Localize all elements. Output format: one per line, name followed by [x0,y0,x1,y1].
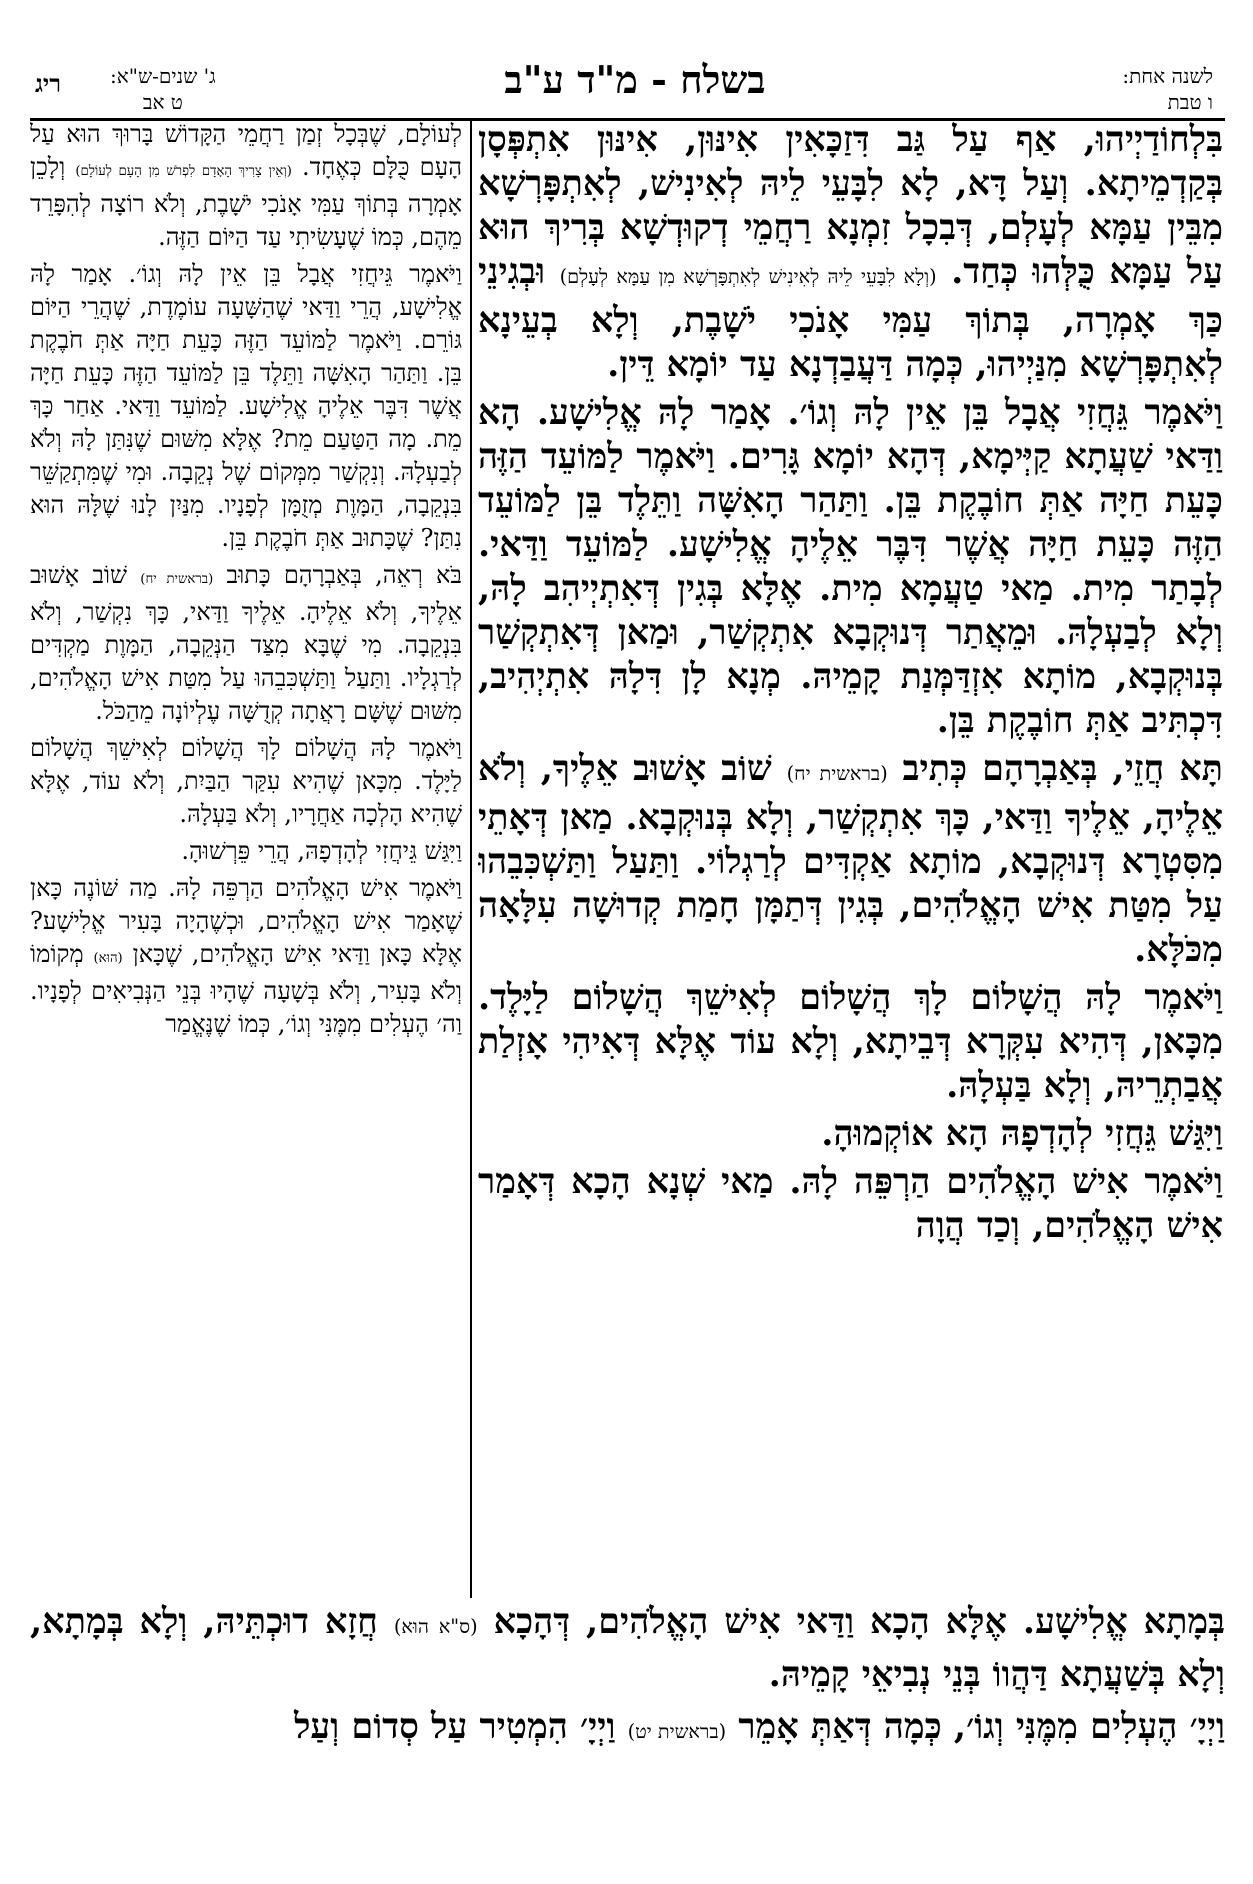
side-inline-note: (הוּא) [93,951,123,966]
aramaic-column [478,118,1223,1598]
main-inline-note: (וְלָא לִבָּעֵי לֵיהּ לְאִינִישׁ לְאִתְפָּרְשָׁא מִן עַמָּא לְעָלְם) [559,265,937,288]
bottom-paragraph: בְּמָתָא אֱלִישָׁע. אֶלָּא הָכָא וַדַּאי אִישׁ הָאֱלֹהִים, דְּהָכָא (ס"א הוּא) חֲזָא דוּכְתֵּיהּ, וְלָא בְּמָתָא, וְלָא בְּשַׁעֲתָא דַּהֲווֹ בְּנֵי נְבִיאֵי קָמֵיהּ. [30,1601,1225,1695]
side-paragraph: וַיֹּאמֶר אִישׁ הָאֱלֹהִים הַרְפֵּה לָהּ. מַה שּׁוֹנֶה כָּאן שֶׁאָמַר אִישׁ הָאֱלֹהִים, וּכְשֶׁהָיָה בָּעִיר אֱלִישָׁע? אֶלָּא כָּאן וַדַּאי אִישׁ הָאֱלֹהִים, שֶׁכָּאן (הוּא) מְקוֹמוֹ וְלֹא בָּעִיר, וְלֹא בְּשָׁעָה שֶׁהָיוּ בְּנֵי הַנְּבִיאִים לְפָנָיו. וַה׳ הֶעְלִים מִמֶּנִּי וְגוֹ׳, כְּמוֹ שֶׁנֶּאֱמַר [30,874,462,1038]
page-number: ריג [35,69,62,98]
main-paragraph: וַיִּגַּשׁ גֵּחֲזִי לְהָדְפָהּ הָא אוֹקְמוּהָ. [821,1113,1223,1154]
side-paragraph: וַיִּגַּשׁ גֵּיחֲזִי לְהָדְפָהּ, הֲרֵי פֵּרְשׁוּהָ. [181,837,462,865]
bottom-inline-note: (ס"א הוּא) [393,1615,478,1638]
side-inline-note: (וְאֵין צָרִיךְ הָאָדָם לִפְרֹשׁ מִן הָעָם לְעוֹלָם) [75,164,292,179]
side-verse-ref: (בראשית יח) [140,572,214,587]
side-paragraph: וַיֹּאמֶר לָהּ הֲשָׁלוֹם לָךְ הֲשָׁלוֹם לְאִישֵׁךְ הֲשָׁלוֹם לַיָּלֶד. מִכָּאן שֶׁהִיא עִקַּר הַבַּיִת, וְלֹא עוֹד, אֶלָּא שֶׁהִיא הָלְכָה אַחֲרָיו, וְלֹא בַּעְלָהּ. [30,734,462,828]
three-year-schedule [110,63,216,115]
main-paragraph: וַיֹּאמֶר אִישׁ הָאֱלֹהִים הַרְפֵּה לָהּ. מַאי שְׁנָא הָכָא דְּאָמַר אִישׁ הָאֱלֹהִים, וְכַד הֲוָה [478,1161,1223,1246]
three-year-label: ג' שנים-ש"א: [110,64,216,88]
hebrew-translation-column [30,118,462,1598]
bottom-paragraph: וַיְיָ׳ הֶעְלִים מִמֶּנִּי וְגוֹ׳, כְּמָה דְּאַתְּ אָמֵר (בראשית יט) וַיְיָ׳ הִמְטִיר עַל סְדוֹם וְעַל [294,1706,1225,1747]
main-verse-ref: (בראשית יח) [786,762,888,785]
main-paragraph: בִּלְחוֹדַיְיהוּ, אַף עַל גַּב דִּזַכָּאִין אִינּוּן, אִינּוּן אִתְפְּסָן בְּקַדְמֵיתָא. וְעַל דָּא, לָא לִבָּעֵי לֵיהּ לְאִינִישׁ, לְאִתְפָּרְשָׁא מִבֵּין עַמָּא לְעָלְם, דְּבִכָל זִמְנָא רַחֲמֵי דְקוּדְשָׁא בְּרִיךְ הוּא עַל עַמָּא כֻּלְּהוּ כְּחַד. (וְלָא לִבָּעֵי לֵיהּ לְאִינִישׁ לְאִתְפָּרְשָׁא מִן עַמָּא לְעָלְם) וּבְגִינֵי כַּךְ אָמְרָה, בְּתוֹךְ עַמִּי אָנֹכִי יֹשָׁבֶת, וְלָא בְעֵינָא לְאִתְפָּרְשָׁא מִנַּיְיהוּ, כְּמָה דַּעֲבַדְנָא עַד יוֹמָא דֵּין. [478,119,1223,385]
main-paragraph: תָּא חֲזֵי, בְּאַבְרָהָם כְּתִיב (בראשית יח) שׁוֹב אָשׁוּב אֵלֶיךָ, וְלֹא אֵלֶיהָ, אֵלֶיךָ וַדַּאי, כָּךְ אִתְקְשַׁר, וְלָא בְּנוּקְבָא. מַאן דְּאָתֵי מִסִּטְרָא דְּנוּקְבָא, מוֹתָא אַקְדִּים לְרַגְלוֹי. וַתַּעַל וַתַּשְׁכִּבֵהוּ עַל מִטַּת אִישׁ הָאֱלֹהִים, בְּגִין דְּתַמָּן חָמַת קְדוּשָׁה עִלָּאָה מִכֹּלָּא. [478,748,1223,970]
one-year-schedule [1122,63,1213,115]
side-paragraph: בֹּא רְאֵה, בְּאַבְרָהָם כָּתוּב (בראשית יח) שׁוֹב אָשׁוּב אֵלֶיךָ, וְלֹא אֵלֶיהָ. אֵלֶיךָ וַדַּאי, כָּךְ נִקְשַׁר, וְלֹא בִּנְקֵבָה. מִי שֶׁבָּא מִצַּד הַנְּקֵבָה, הַמָּוֶת מַקְדִּים לְרַגְלָיו. וַתַּעַל וַתַּשְׁכִּבֵהוּ עַל מִטַּת אִישׁ הָאֱלֹהִים, מִשּׁוּם שֶׁשָּׁם רָאֲתָה קְדֻשָּׁה עֶלְיוֹנָה מֵהַכֹּל. [30,561,462,725]
side-paragraph: לְעוֹלָם, שֶׁבְּכָל זְמַן רַחֲמֵי הַקָּדוֹשׁ בָּרוּךְ הוּא עַל הָעָם כֻּלָּם כְּאֶחָד. (וְאֵין צָרִיךְ הָאָדָם לִפְרֹשׁ מִן הָעָם לְעוֹלָם) וְלָכֵן אָמְרָה בְּתוֹךְ עַמִּי אָנֹכִי יֹשָׁבֶת, וְלֹא רוֹצָה לְהִפָּרֵד מֵהֶם, כְּמוֹ שֶׁעָשִׂיתִי עַד הַיּוֹם הַזֶּה. [30,120,462,251]
main-paragraph: וַיֹּאמֶר לָהּ הֲשָׁלוֹם לָךְ הֲשָׁלוֹם לְאִישֵׁךְ הֲשָׁלוֹם לַיָּלֶד. מִכָּאן, דְּהִיא עִקְּרָא דְּבֵיתָא, וְלָא עוֹד אֶלָּא דְּאִיהִי אָזְלַת אֲבַתְרֵיהּ, וְלָא בַּעְלָהּ. [478,977,1223,1106]
one-year-label: לשנה אחת: [1122,64,1213,88]
three-year-date: ט אב [142,90,183,114]
main-paragraph: וַיֹּאמֶר גֵּחֲזִי אֲבָל בֵּן אֵין לָהּ וְגוֹ׳. אָמַר לָהּ אֱלִישָׁע. הָא וַדַּאי שַׁעֲתָא קַיְּימָא, דְּהָא יוֹמָא גָּרִים. וַיֹּאמֶר לַמּוֹעֵד הַזֶּה כָּעֵת חַיָּה אַתְּ חוֹבֶקֶת בֵּן. וַתַּהַר הָאִשָּׁה וַתֵּלֶד בֵּן לַמּוֹעֵד הַזֶּה כָּעֵת חַיָּה אֲשֶׁר דִּבֶּר אֵלֶיהָ אֱלִישָׁע. לַמּוֹעֵד וַדַּאי. לְבָתַר מִית. מַאי טַעֲמָא מִית. אֶלָּא בְּגִין דְּאִתְיְיהִב לָהּ, וְלָא לְבַעְלָהּ. וּמֵאֲתַר דְּנוּקְבָא אִתְקְשַׁר, וּמַאן דְּאִתְקְשַׁר בְּנוּקְבָא, מוֹתָא אִזְדַּמְּנַת קָמֵיהּ. מְנָא לָן דִּלָהּ אִתְיְהִיב, דִּכְתִּיב אַתְּ חוֹבֶקֶת בֵּן. [478,392,1223,741]
side-paragraph: וַיֹּאמֶר גֵּיחֲזִי אֲבָל בֵּן אֵין לָהּ וְגוֹ׳. אָמַר לָהּ אֱלִישָׁע, הֲרֵי וַדַּאי שֶׁהַשָּׁעָה עוֹמֶדֶת, שֶׁהֲרֵי הַיּוֹם גּוֹרֵם. וַיֹּאמֶר לַמּוֹעֵד הַזֶּה כָּעֵת חַיָּה אַתְּ חֹבֶקֶת בֵּן. וַתַּהַר הָאִשָּׁה וַתֵּלֶד בֵּן לַמּוֹעֵד הַזֶּה כָּעֵת חַיָּה אֲשֶׁר דִּבֶּר אֵלֶיהָ אֱלִישָׁע. לַמּוֹעֵד וַדַּאי. אַחַר כָּךְ מֵת. מָה הַטַּעַם מֵת? אֶלָּא מִשּׁוּם שֶׁנִּתַּן לָהּ וְלֹא לְבַעְלָהּ. וְנִקְשַׁר מִמְּקוֹם שֶׁל נְקֵבָה. וּמִי שֶׁמִּתְקַשֵּׁר בִּנְקֵבָה, הַמָּוֶת מְזֻמָּן לְפָנָיו. מִנַּיִן לָנוּ שֶׁלָּהּ הוּא נִתַּן? שֶׁכָּתוּב אַתְּ חֹבֶקֶת בֵּן. [30,260,462,552]
bottom-verse-ref: (בראשית יט) [627,1720,727,1743]
one-year-date: ו טבת [1167,90,1213,114]
full-width-continuation [30,1598,1225,1858]
page-title: בשלח - מ"ד ע"ב [504,57,766,102]
column-divider [470,118,472,1598]
